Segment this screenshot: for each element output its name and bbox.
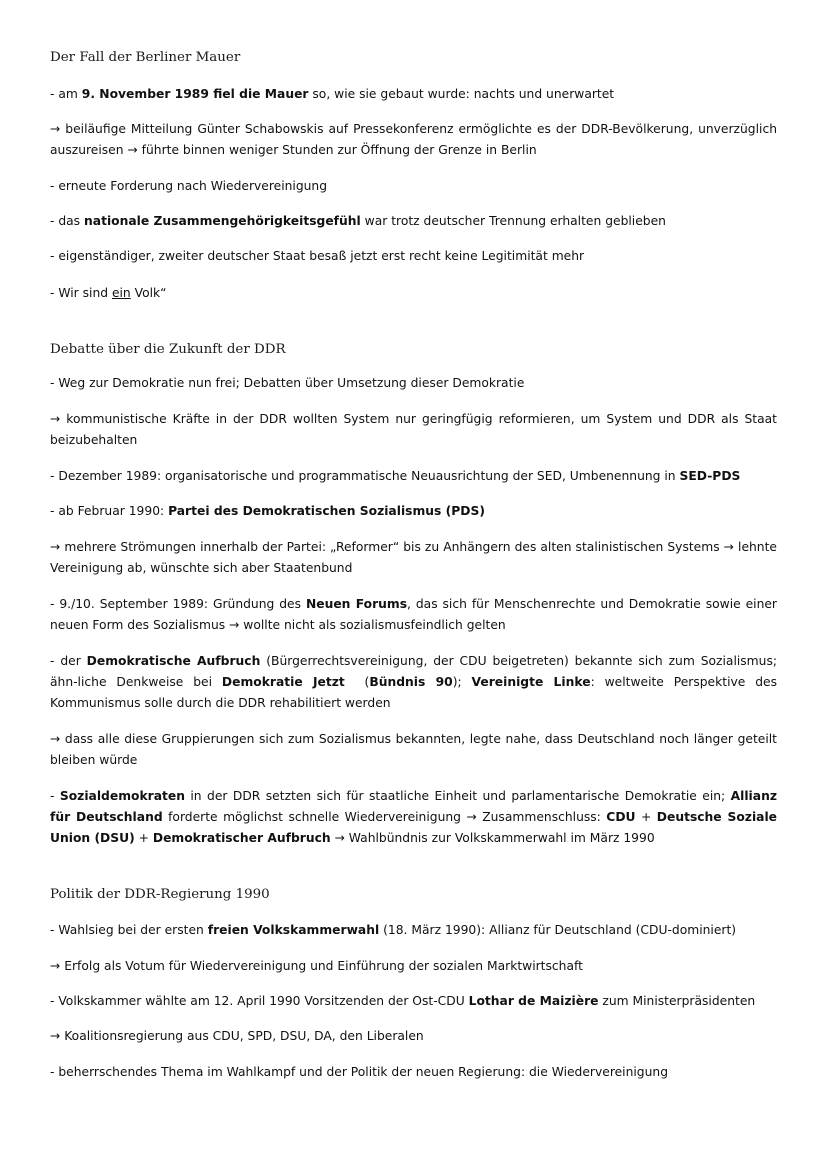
- paragraph: → dass alle diese Gruppierungen sich zum Sozialismus bekannten, legte nahe, dass Deutschland noch länger geteilt bleiben würde: [50, 732, 777, 767]
- arrow-icon: →: [229, 618, 240, 632]
- arrow-icon: →: [50, 540, 61, 554]
- paragraph: - Wahlsieg bei der ersten freien Volkskammerwahl (18. März 1990): Allianz für Deutschland (CDU-dominiert): [50, 923, 737, 937]
- paragraph: - beherrschendes Thema im Wahlkampf und der Politik der neuen Regierung: die Wiedervereinigung: [50, 1065, 669, 1079]
- paragraph: - Sozialdemokraten in der DDR setzten sich für staatliche Einheit und parlamentarische Demokratie ein; Allianz für Deutschland forderte möglichst schnelle Wiedervereinigung → Zusammenschluss: CDU + Deutsche Soziale Union (DSU) + Demokratischer Aufbruch → Wahlbündnis zur Volkskammerwahl im März 1990: [50, 789, 778, 845]
- paragraph: - Volkskammer wählte am 12. April 1990 Vorsitzenden der Ost-CDU Lothar de Maizière zum Ministerpräsidenten: [50, 994, 756, 1008]
- arrow-icon: →: [723, 540, 734, 554]
- paragraph: - Weg zur Demokratie nun frei; Debatten über Umsetzung dieser Demokratie: [50, 376, 525, 390]
- paragraph: - eigenständiger, zweiter deutscher Staat besaß jetzt erst recht keine Legitimität mehr: [50, 249, 585, 263]
- paragraph: → beiläufige Mitteilung Günter Schabowskis auf Pressekonferenz ermöglichte es der DDR-Bevölkerung, unverzüglich auszureisen → führte binnen weniger Stunden zur Öffnung der Grenze in Berlin: [50, 122, 777, 157]
- paragraph: - ab Februar 1990: Partei des Demokratischen Sozialismus (PDS): [50, 504, 485, 518]
- paragraph: - 9./10. September 1989: Gründung des Neuen Forums, das sich für Menschenrechte und Demokratie sowie einer neuen Form des Sozialismus → wollte nicht als sozialismusfeindlich gelten: [50, 597, 777, 632]
- paragraph: → kommunistische Kräfte in der DDR wollten System nur geringfügig reformieren, um System und DDR als Staat beizubehalten: [50, 412, 777, 447]
- paragraph: - Dezember 1989: organisatorische und programmatische Neuausrichtung der SED, Umbenennung in SED-PDS: [50, 469, 741, 483]
- paragraph: - Wir sind ein Volk“: [50, 286, 167, 300]
- paragraph: → Erfolg als Votum für Wiedervereinigung und Einführung der sozialen Marktwirtschaft: [50, 959, 583, 973]
- paragraph: → mehrere Strömungen innerhalb der Partei: „Reformer“ bis zu Anhängern des alten stalinistischen Systems → lehnte Vereinigung ab, wünschte sich aber Staatenbund: [50, 540, 777, 575]
- arrow-icon: →: [466, 810, 477, 824]
- arrow-icon: →: [50, 1029, 61, 1043]
- paragraph: - der Demokratische Aufbruch (Bürgerrechtsvereinigung, der CDU beigetreten) bekannte sich zum Sozialismus; ähn-liche Denkweise bei Demokratie Jetzt (Bündnis 90); Vereinigte Linke: weltweite Perspektive des Kommunismus solle durch die DDR rehabilitiert werden: [50, 654, 777, 710]
- section-heading-zukunft-ddr: Debatte über die Zukunft der DDR: [50, 342, 286, 357]
- arrow-icon: →: [50, 959, 61, 973]
- paragraph: - erneute Forderung nach Wiedervereinigung: [50, 179, 328, 193]
- section-heading-politik-ddr-regierung: Politik der DDR-Regierung 1990: [50, 887, 270, 902]
- arrow-icon: →: [50, 122, 61, 136]
- paragraph: → Koalitionsregierung aus CDU, SPD, DSU, DA, den Liberalen: [50, 1029, 424, 1043]
- arrow-icon: →: [127, 143, 138, 157]
- arrow-icon: →: [50, 732, 61, 746]
- paragraph: - am 9. November 1989 fiel die Mauer so, wie sie gebaut wurde: nachts und unerwartet: [50, 87, 615, 101]
- paragraph: - das nationale Zusammengehörigkeitsgefühl war trotz deutscher Trennung erhalten geblieben: [50, 214, 666, 228]
- section-heading-fall-der-mauer: Der Fall der Berliner Mauer: [50, 50, 241, 65]
- arrow-icon: →: [334, 831, 345, 845]
- arrow-icon: →: [50, 412, 61, 426]
